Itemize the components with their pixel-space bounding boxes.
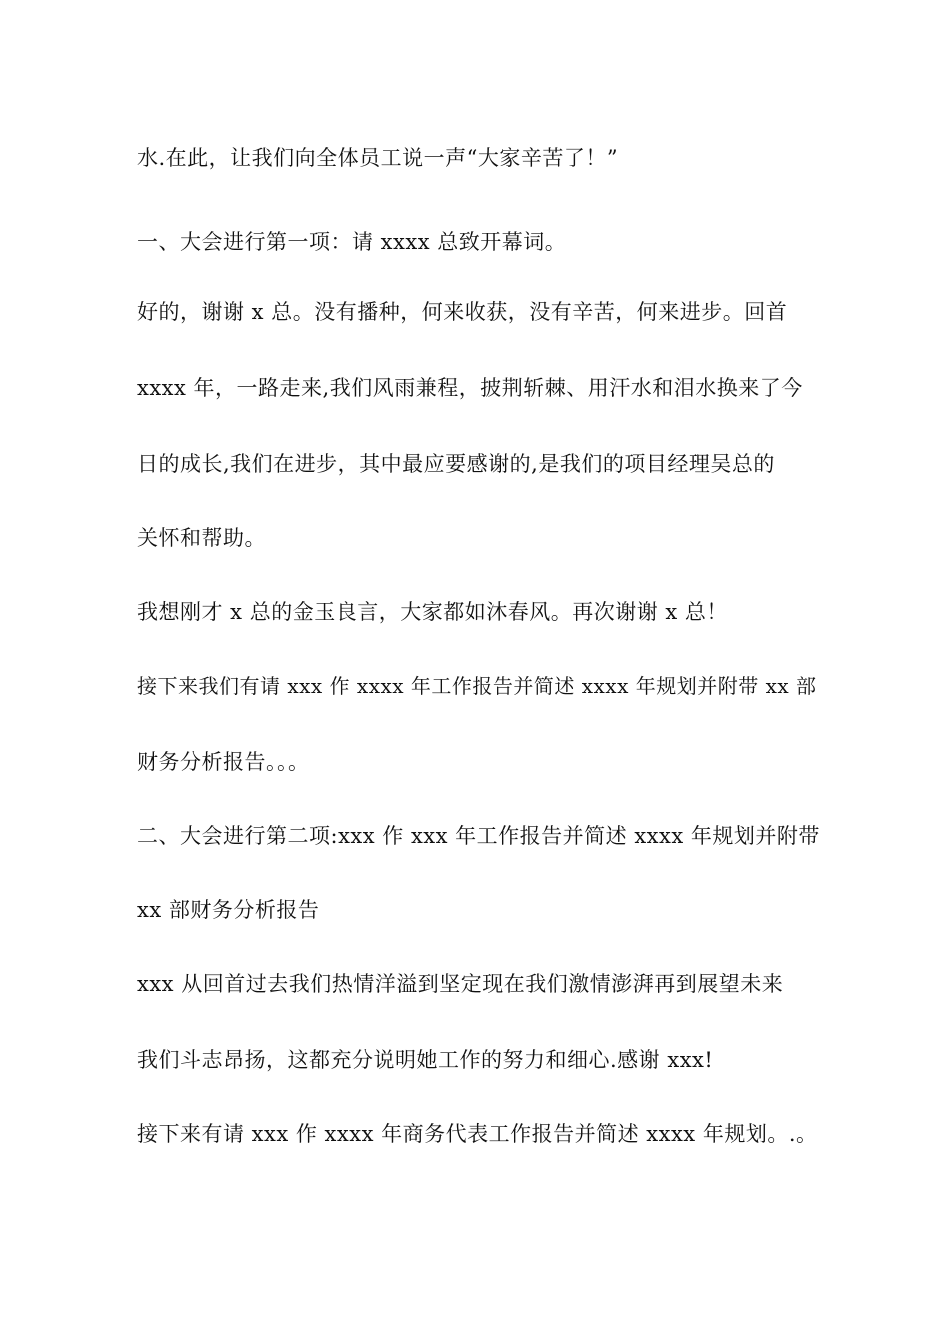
paragraph-line: 接下来我们有请 xxx 作 xxxx 年工作报告并简述 xxxx 年规划并附带 xx 部 xyxy=(137,674,817,698)
paragraph-line: 水.在此，让我们向全体员工说一声“大家辛苦了！” xyxy=(137,146,619,170)
paragraph-line: 财务分析报告。。。 xyxy=(137,750,310,774)
paragraph-line: 接下来有请 xxx 作 xxxx 年商务代表工作报告并简述 xxxx 年规划。.。 xyxy=(137,1122,818,1146)
paragraph-line: 我想刚才 x 总的金玉良言，大家都如沐春风。再次谢谢 x 总！ xyxy=(137,600,728,624)
agenda-item-one: 一、大会进行第一项：请 xxxx 总致开幕词。 xyxy=(137,230,567,254)
paragraph-line: xxx 从回首过去我们热情洋溢到坚定现在我们激情澎湃再到展望未来 xyxy=(137,972,784,996)
paragraph-line: 我们斗志昂扬，这都充分说明她工作的努力和细心.感谢 xxx! xyxy=(137,1048,714,1072)
paragraph-line: 日的成长,我们在进步，其中最应要感谢的,是我们的项目经理吴总的 xyxy=(137,452,775,476)
paragraph-line: 关怀和帮助。 xyxy=(137,526,266,550)
paragraph-line: xx 部财务分析报告 xyxy=(137,898,320,922)
paragraph-line: xxxx 年，一路走来,我们风雨兼程，披荆斩棘、用汗水和泪水换来了今 xyxy=(137,376,803,400)
paragraph-line: 好的，谢谢 x 总。没有播种，何来收获，没有辛苦，何来进步。回首 xyxy=(137,300,788,324)
agenda-item-two: 二、大会进行第二项:xxx 作 xxx 年工作报告并简述 xxxx 年规划并附带 xyxy=(137,824,820,848)
